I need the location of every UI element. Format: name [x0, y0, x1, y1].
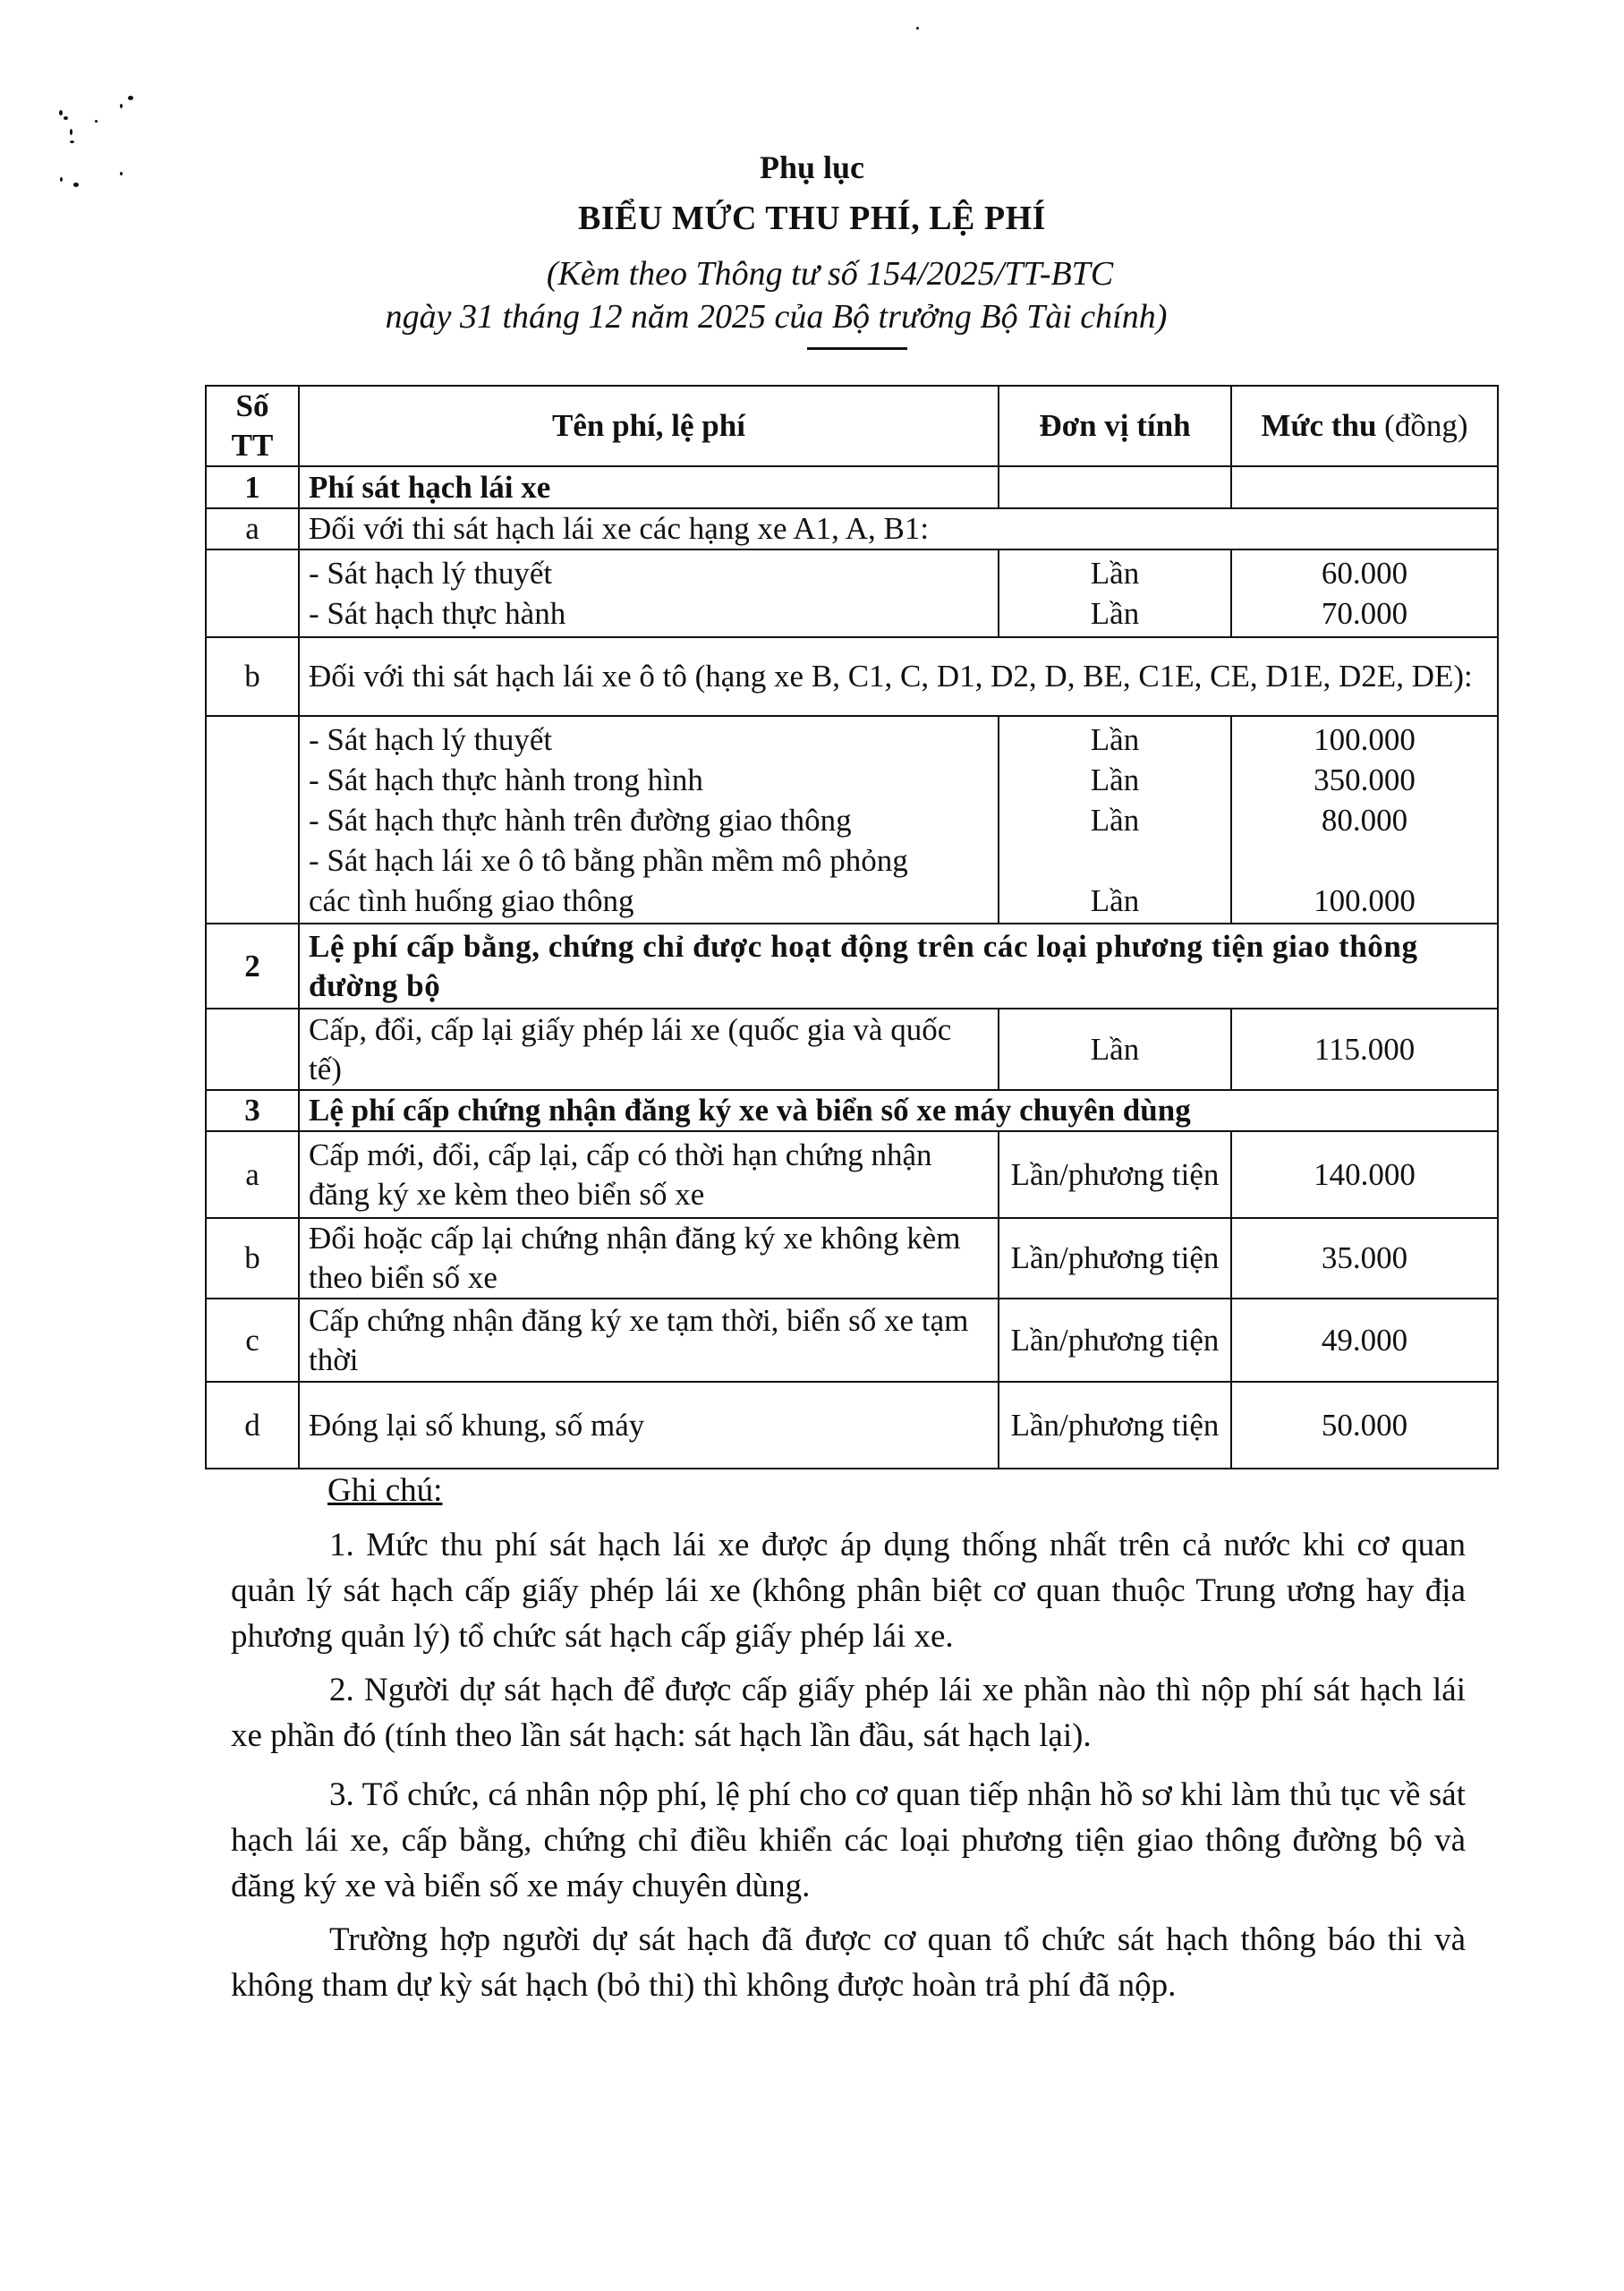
item-amount: 60.000: [1321, 556, 1408, 591]
scan-speck: [70, 129, 72, 135]
item-amounts: [1231, 716, 1498, 924]
item-amount: 80.000: [1321, 802, 1408, 838]
note-paragraph-1: [231, 1522, 1466, 1659]
table-row-item-3a: [206, 1131, 1498, 1218]
note-text: 2. Người dự sát hạch để được cấp giấy phép lái xe phần nào thì nộp phí sát hạch lái xe phần đó (tính theo lần sát hạch: sát hạch lần đầu, sát hạch lại).: [231, 1672, 1466, 1754]
item-unit: Lần/phương tiện: [999, 1131, 1231, 1218]
item-name: Cấp mới, đổi, cấp lại, cấp có thời hạn chứng nhận đăng ký xe kèm theo biển số xe: [299, 1131, 999, 1218]
item-name: Đổi hoặc cấp lại chứng nhận đăng ký xe không kèm theo biển số xe: [299, 1218, 999, 1299]
item-name: - Sát hạch lý thuyết: [309, 721, 553, 757]
notes-heading: Ghi chú:: [327, 1472, 443, 1509]
item-unit: Lần: [1090, 596, 1140, 631]
item-name: Cấp chứng nhận đăng ký xe tạm thời, biển số xe tạm thời: [299, 1299, 999, 1382]
item-amount: 100.000: [1314, 721, 1416, 757]
section-number: 1: [206, 466, 299, 508]
subtitle-line-1: (Kèm theo Thông tư số 154/2025/TT-BTC: [546, 255, 1114, 293]
item-name: - Sát hạch thực hành trong hình: [309, 762, 703, 797]
item-amount: 140.000: [1231, 1131, 1498, 1218]
note-paragraph-3: [231, 1772, 1466, 1909]
item-units: [999, 549, 1231, 637]
fee-table: [205, 385, 1499, 1469]
table-row-item-3b: [206, 1218, 1498, 1299]
item-unit: Lần: [1090, 882, 1140, 918]
subsection-letter: a: [206, 508, 299, 549]
section-number: 2: [206, 924, 299, 1009]
item-names: [299, 716, 999, 924]
table-row-items-1a: [206, 549, 1498, 637]
document-title: BIỂU MỨC THU PHÍ, LỆ PHÍ: [578, 200, 1046, 237]
table-row-section-2: [206, 924, 1498, 1009]
section-title: Phí sát hạch lái xe: [299, 466, 999, 508]
header-divider: [807, 347, 907, 350]
item-units: [999, 716, 1231, 924]
item-unit: Lần: [1090, 556, 1140, 591]
table-row-subsection-1a: [206, 508, 1498, 549]
empty-cell: [206, 716, 299, 924]
section-title: Lệ phí cấp chứng nhận đăng ký xe và biển số xe máy chuyên dùng: [299, 1090, 1498, 1131]
section-number: 3: [206, 1090, 299, 1131]
scan-speck: [916, 27, 919, 30]
table-row-section-3: [206, 1090, 1498, 1131]
note-text: 1. Mức thu phí sát hạch lái xe được áp dụng thống nhất trên cả nước khi cơ quan quản lý sát hạch cấp giấy phép lái xe (không phân biệt cơ quan thuộc Trung ương hay địa phương quản lý) tổ chức sát hạch cấp giấy phép lái xe.: [231, 1527, 1466, 1655]
item-amount: 100.000: [1314, 882, 1416, 918]
table-row-subsection-1b: [206, 637, 1498, 716]
scan-speck: [95, 120, 98, 123]
item-letter: a: [206, 1131, 299, 1218]
subtitle-line-2: ngày 31 tháng 12 năm 2025 của Bộ trưởng Bộ Tài chính): [385, 298, 1168, 336]
item-name: Cấp, đổi, cấp lại giấy phép lái xe (quốc gia và quốc tế): [299, 1009, 999, 1090]
item-amounts: [1231, 549, 1498, 637]
subsection-letter: b: [206, 637, 299, 716]
item-amount: 70.000: [1321, 596, 1408, 631]
scan-speck: [59, 110, 63, 115]
header-fee-name: Tên phí, lệ phí: [299, 386, 999, 466]
item-amount: 50.000: [1231, 1382, 1498, 1469]
item-names: [299, 549, 999, 637]
note-text: 3. Tổ chức, cá nhân nộp phí, lệ phí cho cơ quan tiếp nhận hồ sơ khi làm thủ tục về sát hạch lái xe, cấp bằng, chứng chỉ điều khiển các loại phương tiện giao thông đường bộ và đăng ký xe và biển số xe máy chuyên dùng.: [231, 1776, 1466, 1904]
appendix-label: Phụ lục: [759, 149, 865, 185]
header-unit: Đơn vị tính: [999, 386, 1231, 466]
note-text: Trường hợp người dự sát hạch đã được cơ quan tổ chức sát hạch thông báo thi và không tham dự kỳ sát hạch (bỏ thi) thì không được hoàn trả phí đã nộp.: [231, 1921, 1466, 2004]
empty-cell: [206, 1009, 299, 1090]
table-row-item-2: [206, 1009, 1498, 1090]
empty-cell: [1231, 466, 1498, 508]
table-row-items-1b: [206, 716, 1498, 924]
scan-speck: [120, 104, 123, 108]
item-name: - Sát hạch lý thuyết: [309, 556, 553, 591]
header-stt-line2: TT: [231, 428, 274, 463]
item-unit: Lần: [1090, 762, 1140, 797]
item-amount: 49.000: [1231, 1299, 1498, 1382]
item-unit: Lần: [999, 1009, 1231, 1090]
note-paragraph-2: [231, 1667, 1466, 1759]
item-unit: Lần/phương tiện: [999, 1218, 1231, 1299]
header-amount-bold: Mức thu: [1261, 408, 1377, 443]
subsection-title: Đối với thi sát hạch lái xe ô tô (hạng xe B, C1, C, D1, D2, D, BE, C1E, CE, D1E, D2E, DE):: [299, 637, 1498, 716]
item-unit: Lần/phương tiện: [999, 1299, 1231, 1382]
header-stt-line1: Số: [235, 388, 269, 423]
item-unit: Lần: [1090, 802, 1140, 838]
item-name: - Sát hạch lái xe ô tô bằng phần mềm mô phỏng: [309, 842, 908, 878]
item-letter: d: [206, 1382, 299, 1469]
table-header-row: [206, 386, 1498, 466]
scan-speck: [64, 116, 68, 120]
item-name: - Sát hạch thực hành: [309, 596, 566, 631]
item-amount: [1241, 840, 1488, 881]
item-name: Đóng lại số khung, số máy: [299, 1382, 999, 1469]
item-letter: b: [206, 1218, 299, 1299]
item-unit: Lần: [1090, 721, 1140, 757]
item-name: - Sát hạch thực hành trên đường giao thông: [309, 802, 852, 838]
item-letter: c: [206, 1299, 299, 1382]
item-amount: 350.000: [1314, 762, 1416, 797]
section-title: Lệ phí cấp bằng, chứng chỉ được hoạt động trên các loại phương tiện giao thông đường bộ: [299, 924, 1498, 1009]
header-stt: [206, 386, 299, 466]
item-amount: 115.000: [1231, 1009, 1498, 1090]
scan-speck: [70, 141, 74, 143]
item-amount: 35.000: [1231, 1218, 1498, 1299]
scan-speck: [128, 96, 133, 100]
item-unit: Lần/phương tiện: [999, 1382, 1231, 1469]
item-unit: [1008, 840, 1221, 881]
table-row-item-3c: [206, 1299, 1498, 1382]
header-amount-unit: (đồng): [1376, 408, 1468, 443]
table-row-section-1: [206, 466, 1498, 508]
empty-cell: [206, 549, 299, 637]
header-amount: [1231, 386, 1498, 466]
note-paragraph-4: [231, 1917, 1466, 2008]
subsection-title: Đối với thi sát hạch lái xe các hạng xe A1, A, B1:: [299, 508, 1498, 549]
table-row-item-3d: [206, 1382, 1498, 1469]
empty-cell: [999, 466, 1231, 508]
item-name: các tình huống giao thông: [309, 882, 634, 918]
